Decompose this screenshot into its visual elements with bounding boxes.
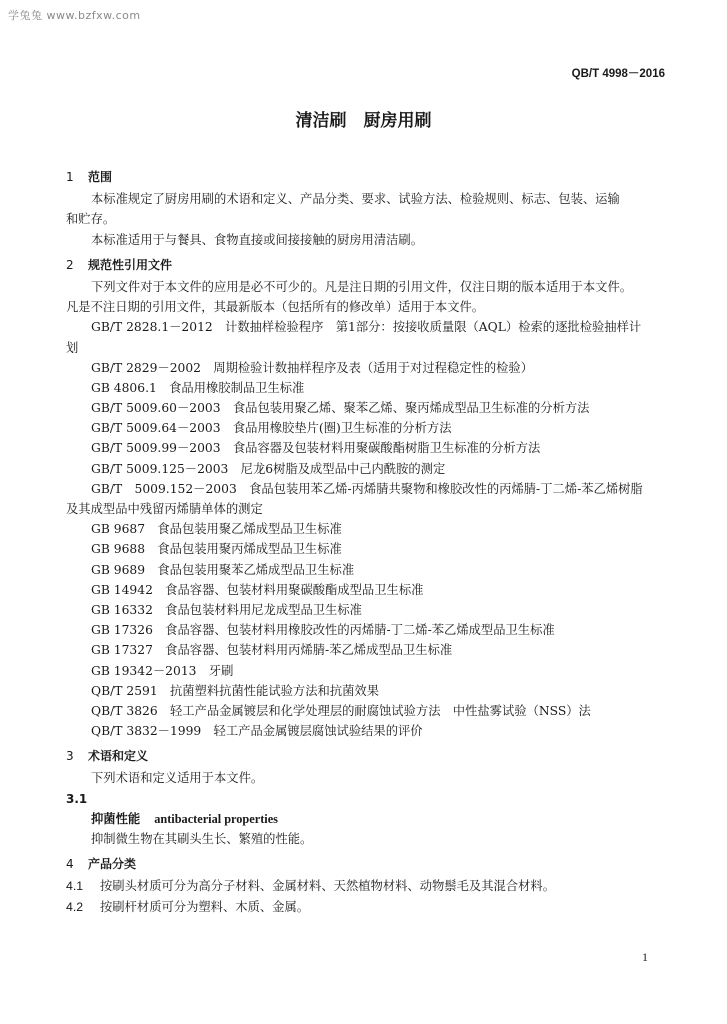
paragraph-line: 凡是不注日期的引用文件，其最新版本（包括所有的修改单）适用于本文件。 (66, 300, 485, 315)
section-number: 3 (66, 749, 74, 764)
section-1-heading (66, 167, 666, 187)
reference-item-continuation: 及其成型品中残留丙烯腈单体的测定 (66, 502, 263, 516)
term-entry (66, 809, 666, 829)
section-title: 范围 (88, 170, 113, 184)
reference-item: GB 14942 食品容器、包装材料用聚碳酸酯成型品卫生标准 (91, 582, 424, 597)
term-english: antibacterial properties (154, 811, 278, 826)
clause-item (66, 897, 666, 917)
reference-item: GB 16332 食品包装材料用尼龙成型品卫生标准 (91, 602, 362, 617)
section-title: 产品分类 (88, 857, 137, 872)
term-definition: 抑制微生物在其刷头生长、繁殖的性能。 (91, 832, 313, 846)
document-title: 清洁刷 厨房用刷 (295, 111, 432, 131)
paragraph-line: 下列术语和定义适用于本文件。 (91, 771, 264, 786)
paragraph-line: 和贮存。 (66, 212, 116, 227)
reference-item: GB/T 2828.1－2012 计数抽样检验程序 第1部分：按接收质量限（AQL）检索的逐批检验抽样计 (91, 320, 642, 335)
clause-text: 按刷杆材质可分为塑料、木质、金属。 (100, 899, 310, 914)
watermark-text: 学兔兔 www.bzfxw.com (8, 9, 141, 22)
section-3-heading (66, 746, 666, 766)
reference-item: GB 9687 食品包装用聚乙烯成型品卫生标准 (91, 522, 342, 537)
section-title: 规范性引用文件 (88, 257, 173, 272)
reference-item: GB/T 2829－2002 周期检验计数抽样程序及表（适用于对过程稳定性的检验） (91, 360, 534, 375)
paragraph-line: 本标准适用于与餐具、食物直接或间接接触的厨房用清洁刷。 (91, 232, 424, 247)
document-body (66, 162, 666, 917)
section-2-heading (66, 255, 666, 275)
reference-item: GB 9689 食品包装用聚苯乙烯成型品卫生标准 (91, 562, 355, 577)
section-number: 4 (66, 857, 74, 872)
reference-item: GB/T 5009.60－2003 食品包装用聚乙烯、聚苯乙烯、聚丙烯成型品卫生标准的分析方法 (91, 401, 590, 416)
page-number: 1 (642, 950, 648, 964)
section-number: 1 (66, 170, 74, 184)
reference-item: GB 19342－2013 牙刷 (91, 663, 234, 678)
reference-item: QB/T 3826 轻工产品金属镀层和化学处理层的耐腐蚀试验方法 中性盐雾试验（NSS）法 (91, 703, 591, 718)
clause-item (66, 876, 666, 896)
section-number: 2 (66, 257, 74, 272)
subclause-number: 3.1 (66, 791, 88, 806)
reference-item: GB/T 5009.152－2003 食品包装用苯乙烯-丙烯腈共聚物和橡胶改性的丙烯腈-丁二烯-苯乙烯树脂 (91, 481, 643, 496)
reference-item: GB 17326 食品容器、包装材料用橡胶改性的丙烯腈-丁二烯-苯乙烯成型品卫生标准 (91, 623, 555, 638)
term-chinese: 抑菌性能 (91, 810, 141, 826)
clause-number: 4.1 (66, 879, 84, 894)
clause-number: 4.2 (66, 899, 84, 914)
reference-item: QB/T 3832－1999 轻工产品金属镀层腐蚀试验结果的评价 (91, 724, 423, 739)
reference-item: GB/T 5009.64－2003 食品用橡胶垫片(圈)卫生标准的分析方法 (91, 421, 452, 436)
section-title: 术语和定义 (88, 749, 149, 764)
clause-text: 按刷头材质可分为高分子材料、金属材料、天然植物材料、动物鬃毛及其混合材料。 (100, 879, 555, 894)
reference-item-continuation: 划 (66, 340, 79, 355)
reference-item: GB 17327 食品容器、包装材料用丙烯腈-苯乙烯成型品卫生标准 (91, 643, 453, 658)
reference-item: GB 4806.1 食品用橡胶制品卫生标准 (91, 380, 305, 395)
reference-item: GB 9688 食品包装用聚丙烯成型品卫生标准 (91, 542, 342, 557)
document-code: QB/T 4998－2016 (571, 68, 665, 80)
paragraph-line: 本标准规定了厨房用刷的术语和定义、产品分类、要求、试验方法、检验规则、标志、包装、运输 (91, 192, 620, 207)
reference-item: GB/T 5009.125－2003 尼龙6树脂及成型品中己内酰胺的测定 (91, 461, 446, 476)
paragraph-line: 下列文件对于本文件的应用是必不可少的。凡是注日期的引用文件，仅注日期的版本适用于本文件。 (91, 279, 633, 294)
reference-item: GB/T 5009.99－2003 食品容器及包装材料用聚碳酸酯树脂卫生标准的分析方法 (91, 441, 541, 456)
reference-item: QB/T 2591 抗菌塑料抗菌性能试验方法和抗菌效果 (91, 683, 380, 698)
section-4-heading (66, 854, 666, 874)
